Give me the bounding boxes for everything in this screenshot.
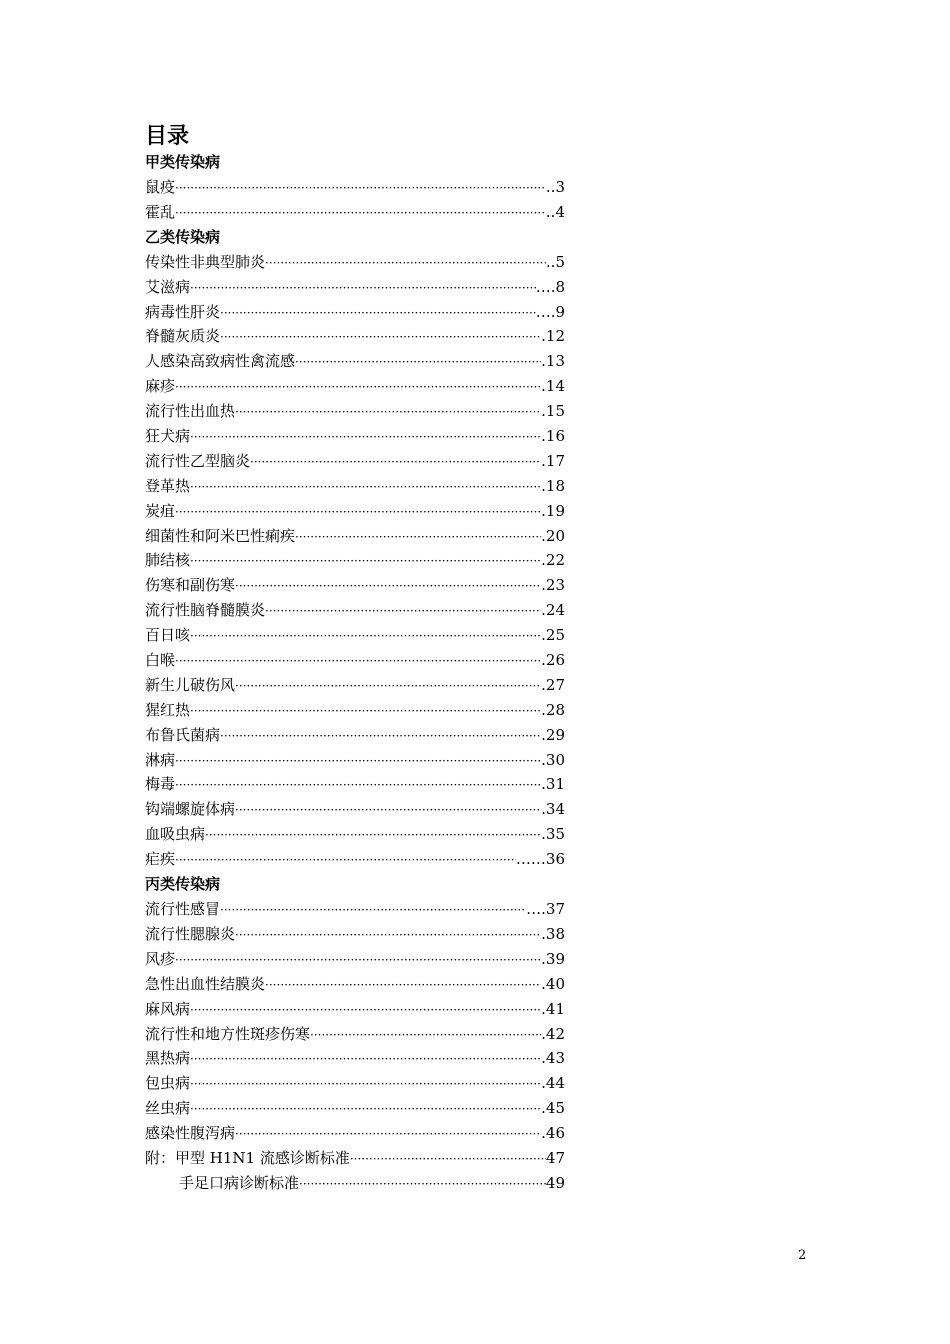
toc-entry[interactable] (145, 1071, 565, 1096)
entry-label: 肺结核 (145, 551, 191, 570)
entry-page: .38 (541, 924, 565, 943)
entry-page: .26 (541, 651, 565, 670)
toc-entry[interactable] (145, 847, 565, 872)
entry-label: 鼠疫 (145, 178, 176, 196)
toc-entry[interactable] (145, 723, 565, 748)
section-heading-class-c: 丙类传染病 (145, 875, 221, 894)
entry-page: .42 (541, 1024, 565, 1043)
entry-label: 黑热病 (145, 1049, 191, 1068)
toc-entry[interactable] (145, 200, 565, 225)
entry-page: .13 (541, 352, 565, 371)
entry-label: 包虫病 (145, 1074, 191, 1093)
entry-label: 流行性腮腺炎 (145, 924, 236, 943)
entry-page: 49 (545, 1173, 565, 1192)
toc-entry[interactable] (145, 972, 565, 997)
entry-label: 急性出血性结膜炎 (145, 974, 266, 993)
toc-title: 目录 (145, 124, 190, 149)
toc-entry[interactable] (145, 424, 565, 449)
entry-label: 血吸虫病 (145, 825, 206, 844)
entry-label: 伤寒和副伤寒 (145, 576, 236, 595)
entry-label: 狂犬病 (145, 427, 191, 446)
entry-page: .45 (541, 1099, 565, 1118)
entry-label: 炭疽 (145, 501, 176, 520)
toc-entry[interactable] (145, 250, 565, 275)
entry-page: .14 (541, 377, 565, 396)
toc-entry[interactable] (145, 797, 565, 822)
table-of-contents (145, 124, 575, 1196)
entry-label: 钩端螺旋体病 (145, 800, 236, 819)
entry-page: ….37 (526, 900, 565, 919)
entry-page: .25 (541, 626, 565, 645)
leader-dots (190, 549, 541, 574)
entry-page: .44 (541, 1074, 565, 1093)
leader-dots (235, 1122, 541, 1147)
entry-label: 传染性非典型肺炎 (145, 252, 266, 271)
entry-page: 47 (545, 1148, 565, 1167)
entry-page: ..5 (545, 252, 565, 271)
entry-page: ..3 (545, 178, 565, 196)
section-heading-class-b: 乙类传染病 (145, 227, 221, 246)
leader-dots (235, 574, 541, 599)
leader-dots (190, 998, 541, 1023)
entry-page: .15 (541, 402, 565, 421)
entry-page: .22 (541, 551, 565, 570)
entry-page: .27 (541, 675, 565, 694)
entry-label: 疟疾 (145, 850, 176, 869)
toc-entry[interactable] (145, 548, 565, 573)
entry-page: .19 (541, 501, 565, 520)
entry-page: .43 (541, 1049, 565, 1068)
entry-label: 流行性脑脊髓膜炎 (145, 601, 266, 620)
toc-entry[interactable] (145, 822, 565, 847)
entry-label: 麻风病 (145, 999, 191, 1018)
leader-dots (190, 1097, 541, 1122)
leader-dots (190, 699, 541, 724)
leader-dots (299, 1172, 546, 1197)
leader-dots (295, 350, 541, 375)
leader-dots (190, 1072, 541, 1097)
toc-entry[interactable] (145, 374, 565, 399)
toc-entry[interactable] (145, 997, 565, 1022)
entry-page: .17 (541, 451, 565, 470)
leader-dots (175, 176, 546, 201)
leader-dots (235, 400, 541, 425)
leader-dots (175, 848, 516, 873)
toc-entry[interactable] (145, 947, 565, 972)
toc-entry[interactable] (145, 673, 565, 698)
leader-dots (220, 301, 536, 326)
entry-label: 感染性腹泻病 (145, 1124, 236, 1143)
leader-dots (250, 450, 541, 475)
leader-dots (350, 1147, 546, 1172)
leader-dots (175, 649, 541, 674)
entry-page: .46 (541, 1124, 565, 1143)
entry-label: 新生儿破伤风 (145, 675, 236, 694)
entry-page: .24 (541, 601, 565, 620)
leader-dots (175, 375, 541, 400)
toc-entry[interactable] (145, 275, 565, 300)
entry-page: ….8 (535, 277, 565, 296)
leader-dots (265, 599, 541, 624)
entry-label: 淋病 (145, 750, 176, 769)
toc-entry[interactable] (145, 897, 565, 922)
toc-entry[interactable] (145, 1096, 565, 1121)
toc-entry[interactable] (145, 300, 565, 325)
entry-page: ….9 (535, 302, 565, 321)
entry-page: .12 (541, 327, 565, 346)
entry-label: 脊髓灰质炎 (145, 327, 221, 346)
entry-label: 流行性感冒 (145, 900, 221, 919)
entry-page: .28 (541, 700, 565, 719)
entry-page: .31 (541, 775, 565, 794)
entry-page: .30 (541, 750, 565, 769)
toc-entry[interactable] (145, 598, 565, 623)
leader-dots (220, 724, 541, 749)
toc-entry[interactable] (145, 175, 565, 200)
toc-entry[interactable] (145, 573, 565, 598)
entry-label: 白喉 (145, 651, 176, 670)
toc-entry[interactable] (145, 698, 565, 723)
toc-entry[interactable] (145, 499, 565, 524)
entry-page: ……36 (515, 850, 565, 869)
page-number: 2 (798, 1248, 807, 1263)
toc-entry[interactable] (145, 324, 565, 349)
leader-dots (235, 923, 541, 948)
entry-label: 霍乱 (145, 202, 176, 221)
toc-entry[interactable] (145, 449, 565, 474)
entry-label: 百日咳 (145, 626, 191, 645)
toc-entry[interactable] (145, 648, 565, 673)
entry-page: .34 (541, 800, 565, 819)
leader-dots (310, 1023, 541, 1048)
entry-label: 病毒性肝炎 (145, 302, 221, 321)
toc-entry-appendix[interactable] (145, 1146, 565, 1171)
leader-dots (175, 948, 541, 973)
section-heading-class-a: 甲类传染病 (145, 153, 221, 171)
toc-entry[interactable] (145, 772, 565, 797)
entry-page: .40 (541, 974, 565, 993)
toc-entry[interactable] (145, 623, 565, 648)
leader-dots (190, 276, 536, 301)
entry-label: 丝虫病 (145, 1099, 191, 1118)
entry-page: .18 (541, 476, 565, 495)
leader-dots (190, 624, 541, 649)
leader-dots (190, 1047, 541, 1072)
entry-page: .39 (541, 949, 565, 968)
leader-dots (175, 500, 541, 525)
entry-page: .20 (541, 526, 565, 545)
entry-label: 艾滋病 (145, 277, 191, 296)
entry-page: .35 (541, 825, 565, 844)
leader-dots (265, 973, 541, 998)
entry-label: 流行性乙型脑炎 (145, 451, 251, 470)
entry-label: 猩红热 (145, 700, 191, 719)
toc-entry[interactable] (145, 1046, 565, 1071)
leader-dots (235, 798, 541, 823)
toc-entry[interactable] (145, 349, 565, 374)
leader-dots (190, 425, 541, 450)
leader-dots (175, 201, 546, 226)
toc-entry[interactable] (145, 399, 565, 424)
leader-dots (235, 674, 541, 699)
leader-dots (220, 325, 541, 350)
entry-label: 梅毒 (145, 775, 176, 794)
entry-label: 风疹 (145, 949, 176, 968)
entry-page: .41 (541, 999, 565, 1018)
entry-label: 登革热 (145, 476, 191, 495)
entry-page: .23 (541, 576, 565, 595)
entry-label: 手足口病诊断标准 (179, 1173, 300, 1192)
toc-entry[interactable] (145, 1022, 565, 1047)
entry-label: 附：甲型 H1N1 流感诊断标准 (145, 1148, 350, 1167)
entry-label: 流行性出血热 (145, 402, 236, 421)
entry-page: .29 (541, 725, 565, 744)
entry-label: 流行性和地方性斑疹伤寒 (145, 1024, 311, 1043)
toc-entry[interactable] (145, 922, 565, 947)
toc-entry[interactable] (145, 474, 565, 499)
toc-entry-appendix[interactable] (145, 1171, 565, 1196)
entry-page: .16 (541, 427, 565, 446)
leader-dots (175, 773, 541, 798)
entry-label: 布鲁氏菌病 (145, 725, 221, 744)
leader-dots (265, 251, 546, 276)
leader-dots (205, 823, 541, 848)
entry-page: ..4 (545, 202, 565, 221)
entry-label: 细菌性和阿米巴性痢疾 (145, 526, 296, 545)
toc-entry[interactable] (145, 524, 565, 549)
toc-entry[interactable] (145, 1121, 565, 1146)
entry-label: 麻疹 (145, 377, 176, 396)
toc-entry[interactable] (145, 748, 565, 773)
leader-dots (175, 749, 541, 774)
leader-dots (220, 898, 526, 923)
leader-dots (190, 475, 541, 500)
leader-dots (295, 525, 541, 550)
entry-label: 人感染高致病性禽流感 (145, 352, 296, 371)
